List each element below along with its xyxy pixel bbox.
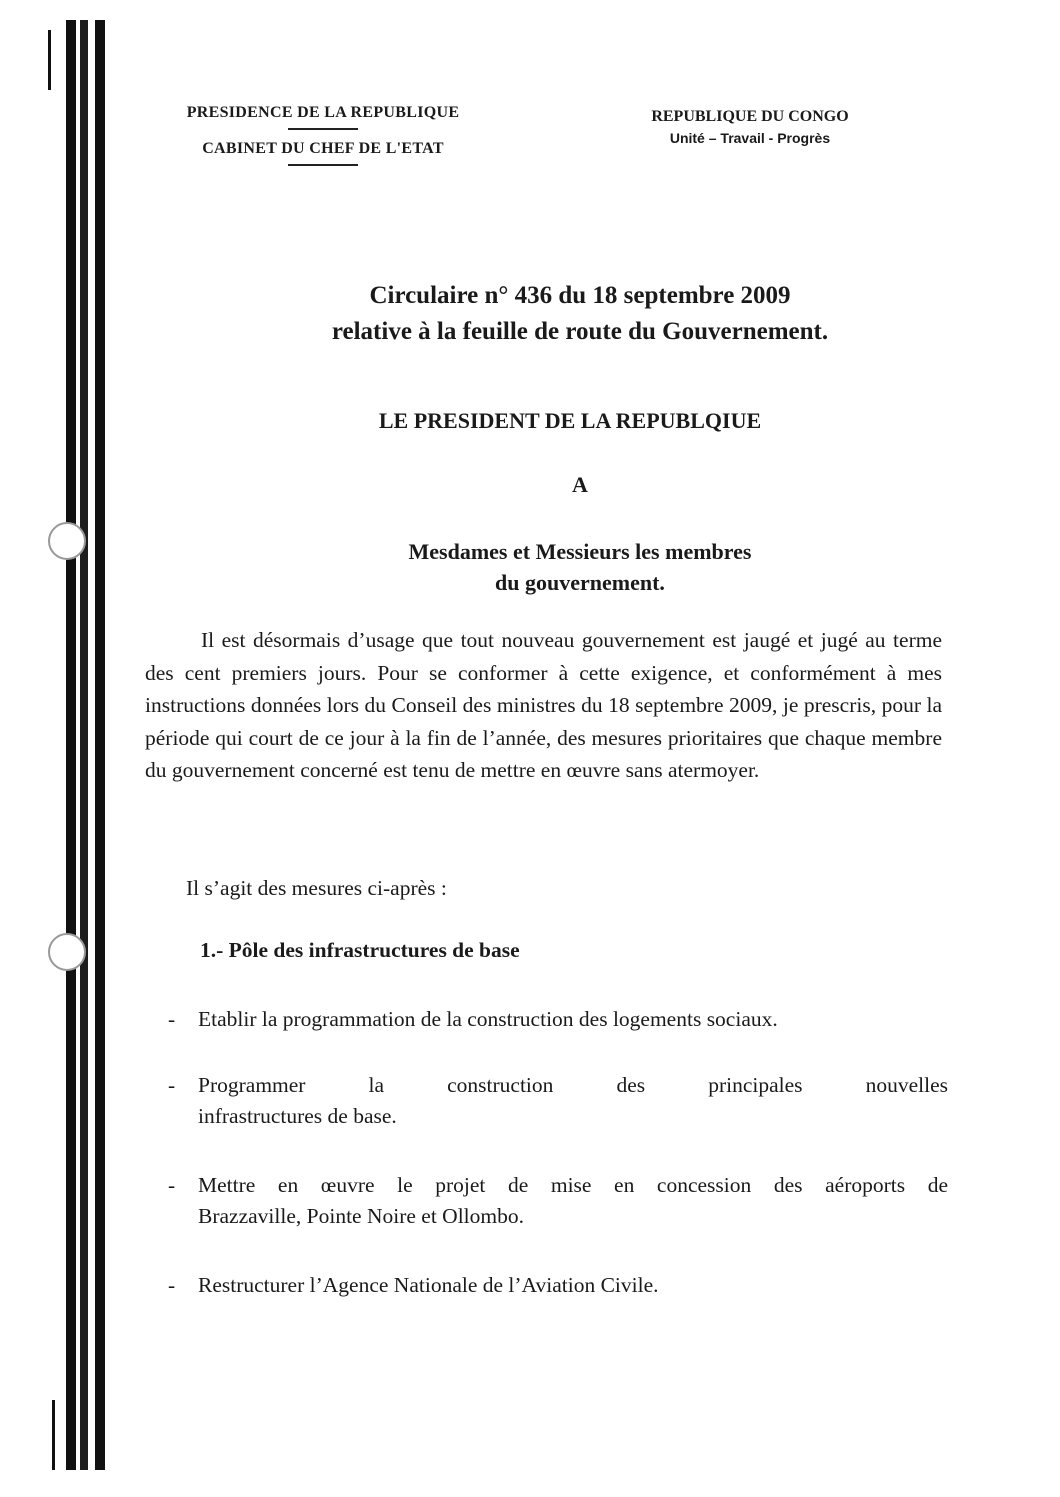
measure-text: Etablir la programmation de la construction des logements sociaux. — [198, 1007, 778, 1031]
measure-line-1: Mettre en œuvre le projet de mise en concession des aéroports de — [198, 1173, 948, 1197]
measure-line-1: Programmer la construction des principales nouvelles — [198, 1073, 948, 1097]
sender-heading: LE PRESIDENT DE LA REPUBLQIUE — [378, 408, 762, 433]
section-heading: 1.- Pôle des infrastructures de base — [200, 938, 520, 962]
bullet-dash: - — [168, 1073, 176, 1097]
binding-edge — [48, 30, 51, 90]
document-title — [200, 278, 960, 350]
to-marker: A — [572, 472, 588, 497]
measure-line-2: Brazzaville, Pointe Noire et Ollombo. — [198, 1204, 524, 1228]
recipients — [230, 536, 930, 598]
recipients-line-1: Mesdames et Messieurs les membres — [408, 539, 752, 564]
binding-edge — [52, 1400, 55, 1470]
bullet-dash: - — [168, 1173, 176, 1197]
country-name: REPUBLIQUE DU CONGO — [651, 108, 849, 125]
measures-intro: Il s’agit des mesures ci-après : — [186, 876, 447, 900]
bullet-dash: - — [168, 1273, 176, 1297]
measure-text: Restructurer l’Agence Nationale de l’Aviation Civile. — [198, 1273, 659, 1297]
divider — [288, 128, 358, 130]
issuing-office-header — [158, 104, 488, 176]
punch-hole — [48, 522, 86, 560]
title-line-2: relative à la feuille de route du Gouvernement. — [331, 318, 829, 345]
body-paragraph: Il est désormais d’usage que tout nouveau gouvernement est jaugé et jugé au terme des cent premiers jours. Pour se conformer à cette exigence, et conformément à mes instructions données lors du Conseil des ministres du 18 septembre 2009, je prescris, pour la période qui court de ce jour à la fin de l’année, des mesures prioritaires que chaque membre du gouvernement concerné est tenu de mettre en œuvre sans atermoyer. — [145, 628, 942, 782]
divider — [288, 164, 358, 166]
recipients-line-2: du gouvernement. — [495, 570, 665, 595]
country-header — [610, 108, 890, 146]
office-name: PRESIDENCE DE LA REPUBLIQUE — [186, 104, 460, 121]
measure-text — [198, 1070, 948, 1132]
bullet-dash: - — [168, 1007, 176, 1031]
measure-line-2: infrastructures de base. — [198, 1104, 397, 1128]
cabinet-name: CABINET DU CHEF DE L'ETAT — [202, 140, 444, 157]
binding-edge — [95, 20, 105, 1470]
punch-hole — [48, 933, 86, 971]
binding-edge — [80, 20, 88, 1470]
binding-edge — [66, 20, 76, 1470]
measure-text — [198, 1170, 948, 1232]
title-line-1: Circulaire n° 436 du 18 septembre 2009 — [369, 282, 791, 309]
national-motto: Unité – Travail - Progrès — [669, 130, 831, 146]
